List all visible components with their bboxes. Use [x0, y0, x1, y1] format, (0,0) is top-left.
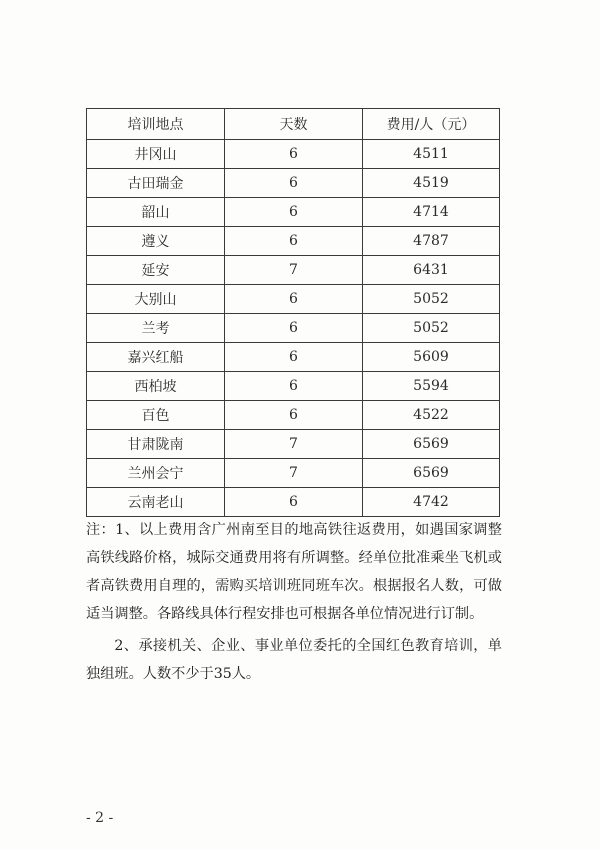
- cell-cost: 5609: [363, 343, 500, 372]
- cell-location: 云南老山: [87, 488, 225, 517]
- cell-days: 7: [225, 430, 363, 459]
- table-header-row: [87, 109, 500, 140]
- cell-cost: 6569: [363, 459, 500, 488]
- table-row: [87, 401, 500, 430]
- cell-cost: 4519: [363, 169, 500, 198]
- cell-days: 7: [225, 459, 363, 488]
- note-2: 2、承接机关、企业、事业单位委托的全国红色教育培训，单独组班。人数不少于35人。: [86, 638, 502, 682]
- training-cost-table: [86, 108, 500, 517]
- cell-location: 井冈山: [87, 140, 225, 169]
- cell-location: 百色: [87, 401, 225, 430]
- cell-cost: 5594: [363, 372, 500, 401]
- cell-cost: 6569: [363, 430, 500, 459]
- cell-cost: 4714: [363, 198, 500, 227]
- cell-location: 大别山: [87, 285, 225, 314]
- cell-location: 甘肃陇南: [87, 430, 225, 459]
- cell-days: 6: [225, 314, 363, 343]
- header-cost: 费用/人（元）: [363, 109, 500, 140]
- cell-location: 西柏坡: [87, 372, 225, 401]
- cell-days: 6: [225, 140, 363, 169]
- table-row: [87, 430, 500, 459]
- cell-cost: 5052: [363, 285, 500, 314]
- cell-days: 6: [225, 285, 363, 314]
- table-row: [87, 343, 500, 372]
- cell-days: 6: [225, 488, 363, 517]
- page-number: - 2 -: [86, 810, 114, 826]
- header-location: 培训地点: [87, 109, 225, 140]
- table-row: [87, 285, 500, 314]
- cell-location: 遵义: [87, 227, 225, 256]
- table-row: [87, 169, 500, 198]
- table-row: [87, 227, 500, 256]
- cell-cost: 4742: [363, 488, 500, 517]
- table-row: [87, 256, 500, 285]
- cell-location: 兰州会宁: [87, 459, 225, 488]
- cell-cost: 6431: [363, 256, 500, 285]
- cell-days: 6: [225, 198, 363, 227]
- cell-days: 6: [225, 372, 363, 401]
- cell-cost: 4511: [363, 140, 500, 169]
- cell-days: 6: [225, 401, 363, 430]
- notes-section: [86, 516, 502, 688]
- cell-days: 6: [225, 169, 363, 198]
- table-row: [87, 488, 500, 517]
- training-cost-table-container: [86, 108, 499, 517]
- cell-cost: 4787: [363, 227, 500, 256]
- cell-cost: 5052: [363, 314, 500, 343]
- table-row: [87, 459, 500, 488]
- cell-cost: 4522: [363, 401, 500, 430]
- cell-location: 兰考: [87, 314, 225, 343]
- note-1: 注：1、以上费用含广州南至目的地高铁往返费用，如遇国家调整高铁线路价格，城际交通费用将有所调整。经单位批准乘坐飞机或者高铁费用自理的，需购买培训班同班车次。根据报名人数，可做适当调整。各路线具体行程安排也可根据各单位情况进行订制。: [86, 522, 502, 622]
- cell-location: 韶山: [87, 198, 225, 227]
- table-row: [87, 314, 500, 343]
- cell-days: 7: [225, 256, 363, 285]
- header-days: 天数: [225, 109, 363, 140]
- table-row: [87, 140, 500, 169]
- cell-location: 古田瑞金: [87, 169, 225, 198]
- cell-location: 嘉兴红船: [87, 343, 225, 372]
- table-row: [87, 198, 500, 227]
- cell-days: 6: [225, 343, 363, 372]
- cell-days: 6: [225, 227, 363, 256]
- table-row: [87, 372, 500, 401]
- cell-location: 延安: [87, 256, 225, 285]
